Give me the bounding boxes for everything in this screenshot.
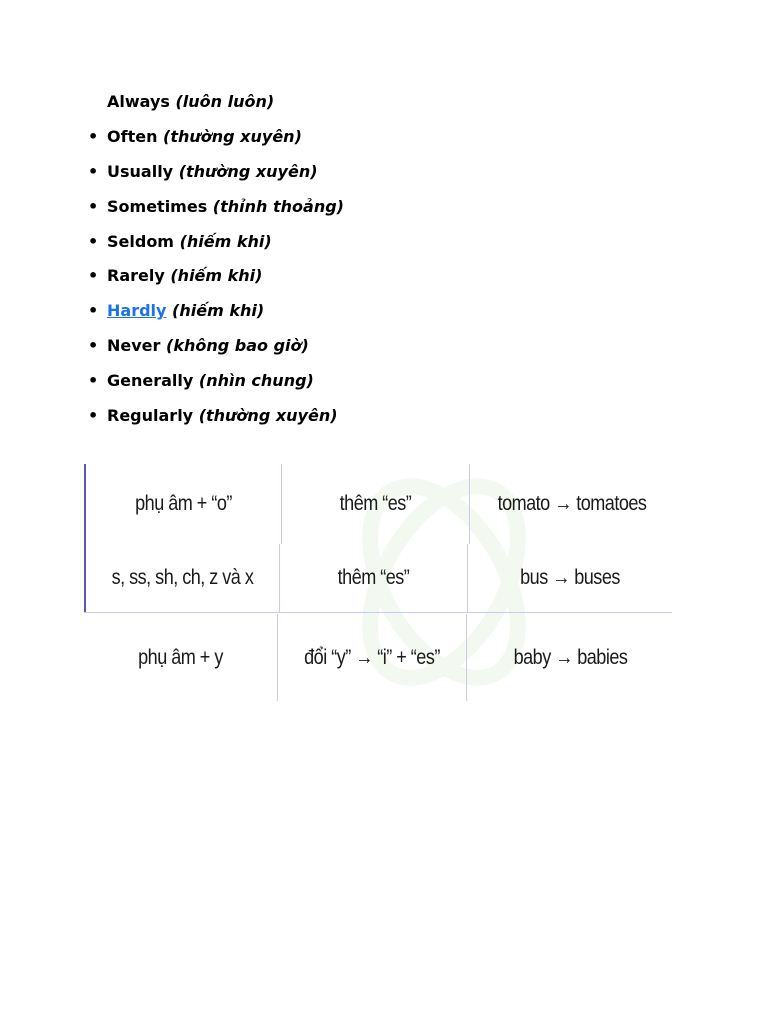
bullet: •	[88, 266, 99, 286]
adverb-word: Regularly	[107, 406, 194, 426]
adverb-meaning: (hiếm khi)	[179, 231, 272, 251]
table-cell: thêm “es”	[337, 566, 410, 589]
adverb-meaning: (thường xuyên)	[163, 126, 302, 146]
table-cell: bus → buses	[520, 566, 620, 589]
adverb-word: Always	[107, 92, 170, 111]
adverb-meaning: (thường xuyên)	[198, 406, 338, 426]
bullet: •	[88, 406, 99, 426]
table-row	[84, 544, 674, 612]
adverb-meaning: (thỉnh thoảng)	[212, 196, 344, 216]
adverb-item-always	[88, 91, 344, 126]
table-row	[84, 464, 674, 544]
bullet: •	[88, 161, 99, 181]
adverb-item-rarely	[88, 265, 344, 300]
adverb-meaning: (luôn luôn)	[175, 92, 275, 111]
bullet: •	[88, 336, 99, 356]
adverb-meaning: (nhìn chung)	[198, 371, 314, 391]
adverb-item-seldom	[88, 231, 344, 266]
table-cell: phụ âm + “o”	[135, 492, 232, 515]
table-cell: s, ss, sh, ch, z và x	[111, 566, 254, 589]
adverb-meaning: (thường xuyên)	[178, 161, 318, 181]
adverb-meaning: (không bao giờ)	[166, 336, 309, 356]
bullet: •	[88, 126, 99, 146]
adverb-item-sometimes	[88, 196, 344, 231]
adverb-item-often	[88, 126, 344, 161]
adverb-word: Rarely	[107, 266, 165, 286]
adverb-item-regularly	[88, 405, 344, 440]
adverb-word: Seldom	[107, 231, 174, 251]
bullet: •	[88, 231, 99, 251]
table-cell: phụ âm + y	[138, 645, 223, 669]
adverb-word: Never	[107, 336, 161, 356]
adverb-item-generally	[88, 370, 344, 405]
adverb-word: Sometimes	[107, 196, 208, 216]
hardly-link[interactable]: Hardly	[107, 301, 167, 321]
adverb-list	[88, 91, 344, 440]
adverb-word: Generally	[107, 371, 194, 391]
divider	[84, 612, 672, 613]
adverb-meaning: (hiếm khi)	[172, 301, 265, 321]
table-cell: tomato → tomatoes	[497, 492, 647, 515]
adverb-item-hardly	[88, 300, 344, 335]
bullet: •	[88, 196, 99, 216]
adverb-item-never	[88, 335, 344, 370]
table-cell: đổi “y” → “i” + “es”	[304, 645, 440, 669]
adverb-meaning: (hiếm khi)	[170, 266, 263, 286]
bullet: •	[88, 301, 99, 321]
table-row	[84, 614, 674, 701]
adverb-item-usually	[88, 161, 344, 196]
adverb-word: Usually	[107, 161, 174, 181]
adverb-word: Often	[107, 126, 158, 146]
bullet: •	[88, 371, 99, 391]
table-cell: baby → babies	[513, 645, 628, 669]
table-cell: thêm “es”	[339, 492, 412, 515]
plural-rules-table-image	[84, 464, 674, 701]
